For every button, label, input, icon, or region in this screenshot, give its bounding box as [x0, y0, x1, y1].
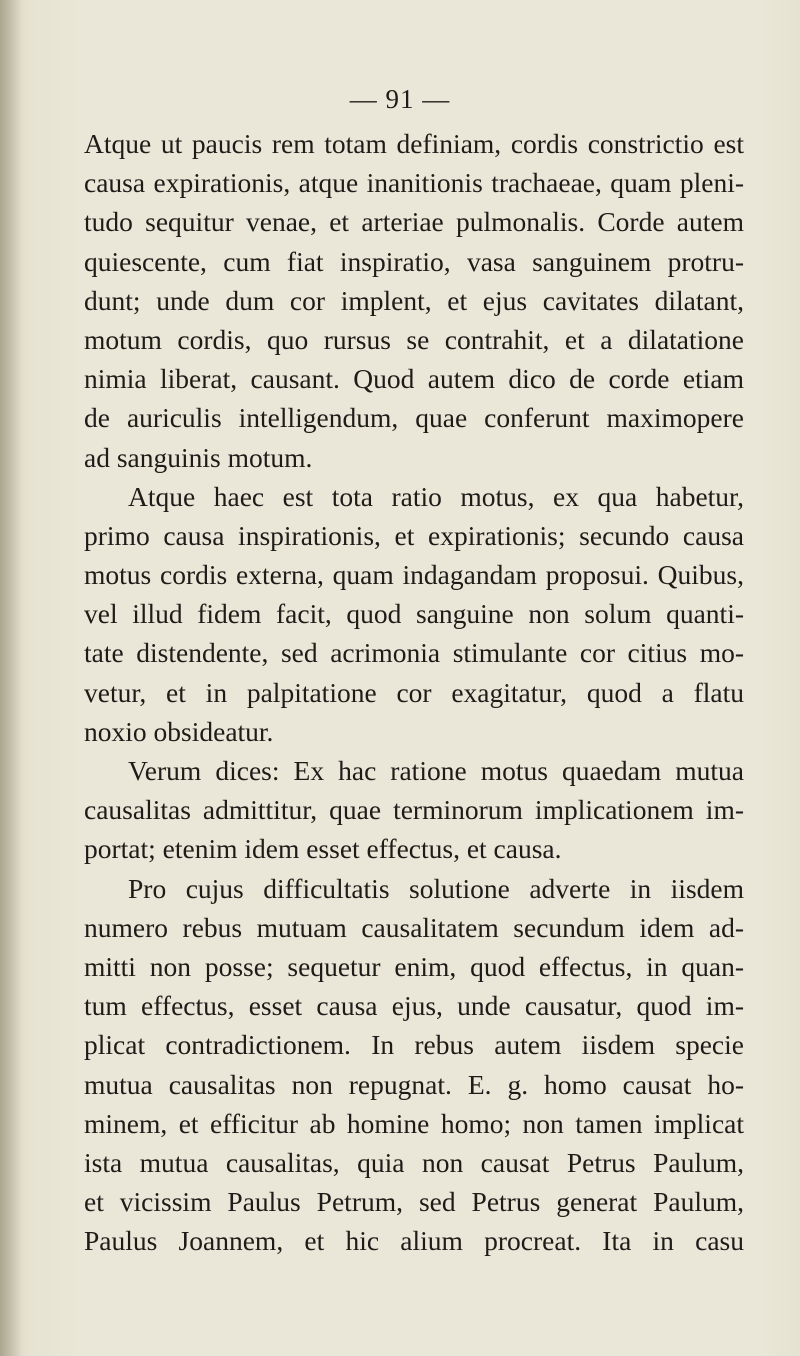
text-line: motum cordis, quo rursus se contrahit, et a dilatatione — [84, 323, 744, 355]
text-line: plicat contradictionem. In rebus autem iisdem specie — [84, 1029, 744, 1061]
text-line: noxio obsideatur. — [84, 715, 274, 747]
text-line: motus cordis externa, quam indagandam proposui. Quibus, — [84, 559, 744, 591]
text-line: tudo sequitur venae, et arteriae pulmonalis. Corde autem — [84, 206, 744, 238]
text-line: mutua causalitas non repugnat. E. g. homo causat ho- — [84, 1068, 744, 1100]
text-line: et vicissim Paulus Petrum, sed Petrus generat Paulum, — [84, 1186, 744, 1218]
page-number-header: — 91 — — [349, 84, 451, 114]
text-line: mitti non posse; sequetur enim, quod effectus, in quan- — [84, 950, 744, 982]
text-line: causalitas admittitur, quae terminorum implicationem im- — [84, 794, 744, 826]
text-line: numero rebus mutuam causalitatem secundum idem ad- — [84, 911, 744, 943]
text-line: primo causa inspirationis, et expirationis; secundo causa — [84, 519, 744, 551]
text-line: nimia liberat, causant. Quod autem dico de corde etiam — [84, 363, 744, 395]
body-text — [84, 124, 744, 1260]
text-line: Paulus Joannem, et hic alium procreat. Ita in casu — [84, 1225, 744, 1257]
text-line: vel illud fidem facit, quod sanguine non solum quanti- — [84, 598, 744, 630]
text-line: causa expirationis, atque inanitionis trachaeae, quam pleni- — [84, 167, 744, 199]
text-line: dunt; unde dum cor implent, et ejus cavitates dilatant, — [84, 284, 744, 316]
text-line: de auriculis intelligendum, quae conferunt maximopere — [84, 402, 744, 434]
spine-shadow — [0, 0, 22, 1356]
text-line: portat; etenim idem esset effectus, et causa. — [84, 833, 562, 865]
text-line: tum effectus, esset causa ejus, unde causatur, quod im- — [84, 990, 744, 1022]
text-line: vetur, et in palpitatione cor exagitatur, quod a flatu — [84, 676, 744, 708]
text-line: Atque haec est tota ratio motus, ex qua habetur, — [128, 480, 744, 512]
text-line: Pro cujus difficultatis solutione adverte in iisdem — [128, 872, 744, 904]
text-line: minem, et efficitur ab homine homo; non tamen implicat — [84, 1107, 744, 1139]
text-line: ista mutua causalitas, quia non causat Petrus Paulum, — [84, 1146, 744, 1178]
text-line: quiescente, cum fiat inspiratio, vasa sanguinem protru- — [84, 245, 744, 277]
text-line: Verum dices: Ex hac ratione motus quaedam mutua — [128, 755, 744, 786]
text-line: Atque ut paucis rem totam definiam, cordis constrictio est — [84, 128, 744, 159]
text-line: ad sanguinis motum. — [84, 441, 313, 473]
text-line: tate distendente, sed acrimonia stimulante cor citius mo- — [84, 637, 744, 669]
